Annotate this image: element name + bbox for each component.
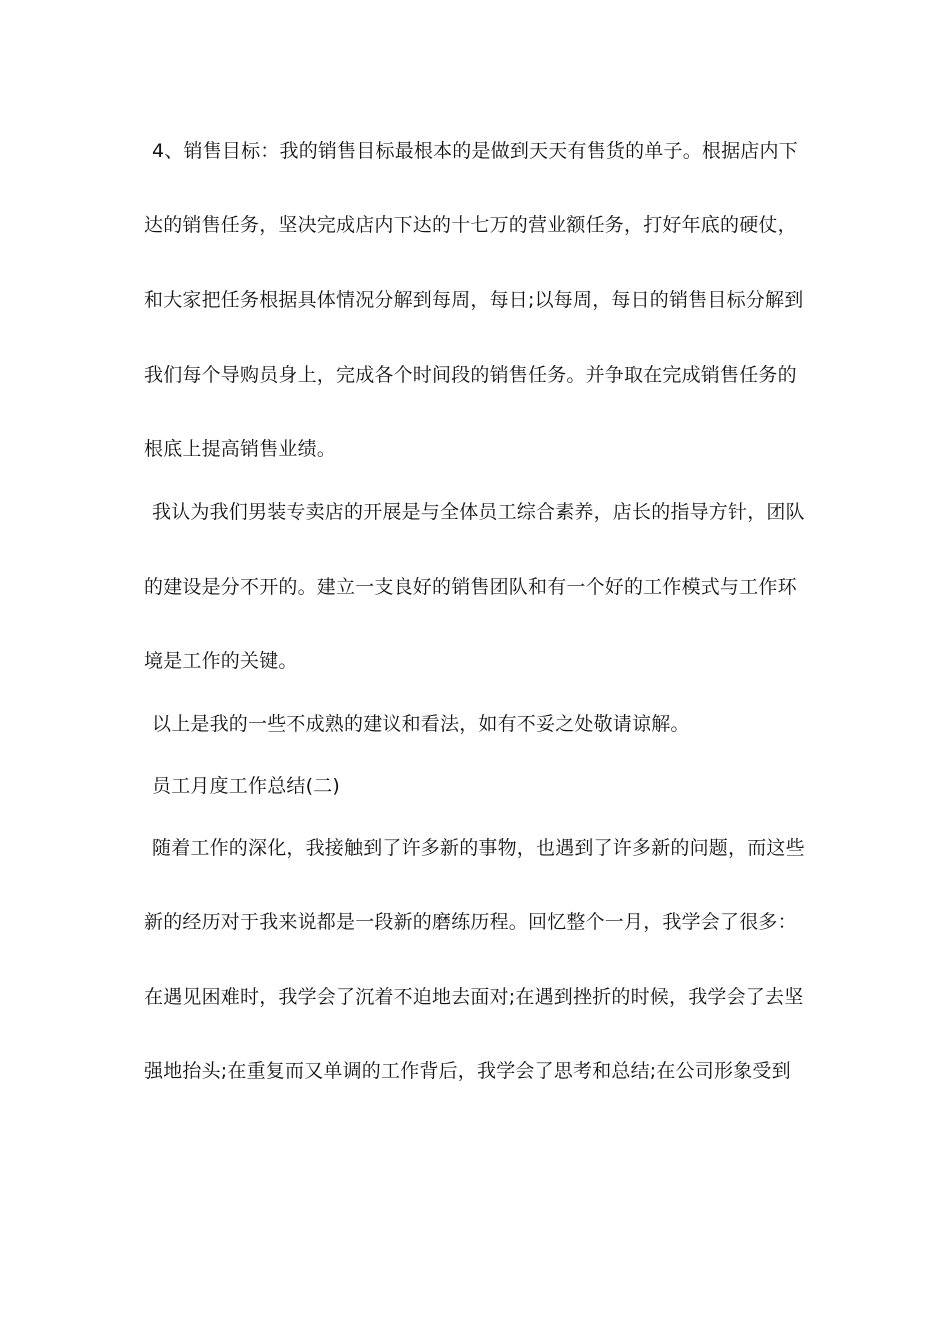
section-heading: 员工月度工作总结(二) (152, 775, 341, 797)
paragraph-line: 我认为我们男装专卖店的开展是与全体员工综合素养，店长的指导方针，团队 (152, 501, 805, 523)
paragraph-line: 达的销售任务，坚决完成店内下达的十七万的营业额任务，打好年底的硬仗， (144, 214, 797, 236)
paragraph-line: 我们每个导购员身上，完成各个时间段的销售任务。并争取在完成销售任务的 (144, 364, 797, 386)
paragraph-line: 和大家把任务根据具体情况分解到每周，每日;以每周，每日的销售目标分解到 (144, 289, 804, 311)
paragraph-line: 4、销售目标：我的销售目标最根本的是做到天天有售货的单子。根据店内下 (152, 140, 798, 162)
paragraph-line: 在遇见困难时，我学会了沉着不迫地去面对;在遇到挫折的时候，我学会了去坚 (144, 986, 804, 1008)
paragraph-line: 境是工作的关键。 (144, 650, 298, 672)
paragraph-line: 新的经历对于我来说都是一段新的磨练历程。回忆整个一月，我学会了很多： (144, 911, 797, 933)
paragraph-line: 的建设是分不开的。建立一支良好的销售团队和有一个好的工作模式与工作环 (144, 576, 797, 598)
paragraph-line: 以上是我的一些不成熟的建议和看法，如有不妥之处敬请谅解。 (152, 713, 690, 735)
paragraph-line: 强地抬头;在重复而又单调的工作背后，我学会了思考和总结;在公司形象受到 (144, 1060, 791, 1082)
paragraph-line: 随着工作的深化，我接触到了许多新的事物，也遇到了许多新的问题，而这些 (152, 837, 805, 859)
paragraph-line: 根底上提高销售业绩。 (144, 438, 337, 460)
